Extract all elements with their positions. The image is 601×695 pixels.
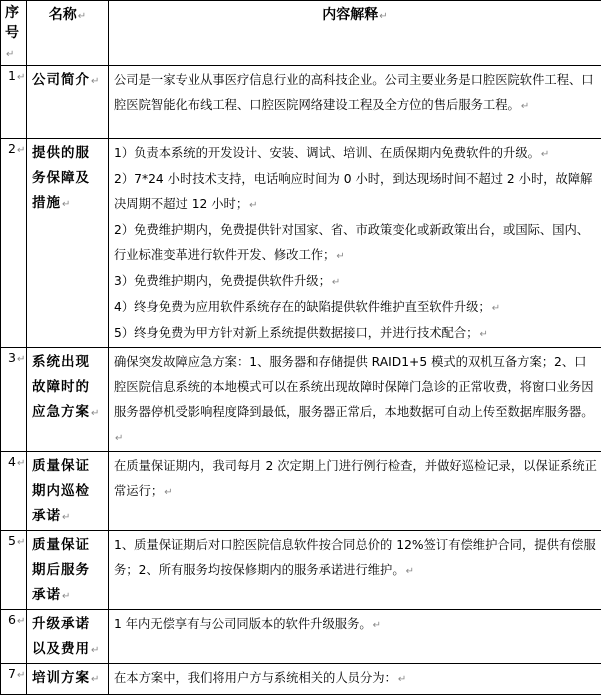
- row-content: [109, 348, 601, 452]
- row-number: 7↵: [1, 664, 27, 695]
- row-number: 2↵: [1, 139, 27, 348]
- row-name: 提供的服务保障及措施↵: [27, 139, 109, 348]
- header-content: 内容解释↵: [109, 1, 601, 66]
- row-name: 质量保证期后服务承诺↵: [27, 531, 109, 610]
- row-name: 培训方案↵: [27, 664, 109, 695]
- row-name: 质量保证期内巡检承诺↵: [27, 452, 109, 531]
- row-content: [109, 66, 601, 139]
- content-paragraph: 1）负责本系统的开发设计、安装、调试、培训、在质保期内免费软件的升级。↵: [114, 141, 597, 167]
- header-name: 名称↵: [27, 1, 109, 66]
- row-number: 5↵: [1, 531, 27, 610]
- table-row: [1, 66, 601, 139]
- row-content: [109, 610, 601, 664]
- header-row: [1, 1, 601, 66]
- content-paragraph: 2）7*24 小时技术支持，电话响应时间为 0 小时，到达现场时间不超过 2 小时，故障解决周期不超过 12 小时；↵: [114, 167, 597, 218]
- row-content: [109, 531, 601, 610]
- row-content: [109, 139, 601, 348]
- content-paragraph: 2）免费维护期内，免费提供针对国家、省、市政策变化或新政策出台，或国际、国内、行业标准变革进行软件开发、修改工作；↵: [114, 218, 597, 269]
- content-paragraph: 确保突发故障应急方案：1、服务器和存储提供 RAID1+5 模式的双机互备方案；2、口腔医院信息系统的本地模式可以在系统出现故障时保障门急诊的正常收费，将窗口业务因服务器停机受影响程度降到最低，服务器正常后，本地数据可自动上传至数据库服务器。↵: [114, 350, 597, 451]
- row-name: 系统出现故障时的应急方案↵: [27, 348, 109, 452]
- table-row: [1, 610, 601, 664]
- content-paragraph: 3）免费维护期内，免费提供软件升级；↵: [114, 269, 597, 295]
- row-number: 6↵: [1, 610, 27, 664]
- content-paragraph: 在质量保证期内，我司每月 2 次定期上门进行例行检查，并做好巡检记录，以保证系统正常运行；↵: [114, 454, 597, 505]
- table-row: [1, 531, 601, 610]
- content-paragraph: 公司是一家专业从事医疗信息行业的高科技企业。公司主要业务是口腔医院软件工程、口腔医院智能化布线工程、口腔医院网络建设工程及全方位的售后服务工程。↵: [114, 68, 597, 119]
- table-row: [1, 664, 601, 695]
- row-content: [109, 664, 601, 695]
- row-number: 3↵: [1, 348, 27, 452]
- row-content: [109, 452, 601, 531]
- content-paragraph: 4）终身免费为应用软件系统存在的缺陷提供软件维护直至软件升级；↵: [114, 295, 597, 321]
- table-row: [1, 139, 601, 348]
- content-paragraph: 1、质量保证期后对口腔医院信息软件按合同总价的 12%签订有偿维护合同，提供有偿服务；2、所有服务均按保修期内的服务承诺进行维护。↵: [114, 533, 597, 584]
- row-name: 公司简介↵: [27, 66, 109, 139]
- row-number: 1↵: [1, 66, 27, 139]
- content-paragraph: 5）终身免费为甲方针对新上系统提供数据接口，并进行技术配合；↵: [114, 321, 597, 347]
- header-num: 序号↵: [1, 1, 27, 66]
- table-row: [1, 452, 601, 531]
- row-name: 升级承诺以及费用↵: [27, 610, 109, 664]
- row-number: 4↵: [1, 452, 27, 531]
- table-row: [1, 348, 601, 452]
- content-paragraph: 1 年内无偿享有与公司同版本的软件升级服务。↵: [114, 612, 597, 638]
- content-paragraph: 在本方案中，我们将用户方与系统相关的人员分为：↵: [114, 666, 597, 692]
